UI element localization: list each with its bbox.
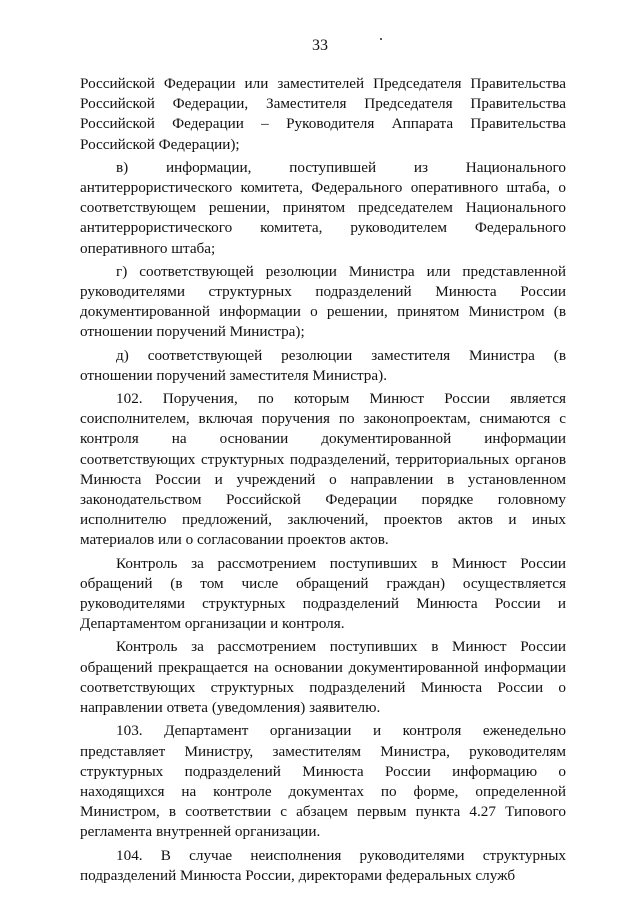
paragraph-item-v: в) информации, поступившей из Национального антитеррористического комитета, Федерального оперативного штаба, о соответствующем решении, принятом председателем Национального антитеррористического комитета, руководителем Федерального оперативного штаба; — [80, 158, 566, 257]
paragraph-control-appeals: Контроль за рассмотрением поступивших в Минюст России обращений (в том числе обращений граждан) осуществляется руководителями структурных подразделений Минюста России и Департаментом организации и контроля. — [80, 554, 566, 633]
paragraph-item-g: г) соответствующей резолюции Министра или представленной руководителями структурных подразделений Минюста России документированной информации о решении, принятом Министром (в отношении поручений Министра); — [80, 262, 566, 341]
page-number: 33 — [312, 37, 328, 54]
paragraph-clause-104: 104. В случае неисполнения руководителями структурных подразделений Минюста России, директорами федеральных служб — [80, 846, 566, 884]
paragraph-continuation: Российской Федерации или заместителей Председателя Правительства Российской Федерации, Заместителя Председателя Правительства Российской Федерации – Руководителя Аппарата Правительства Российской Федерации); — [80, 75, 566, 153]
document-body — [80, 74, 566, 889]
paragraph-clause-102: 102. Поручения, по которым Минюст России является соисполнителем, включая поручения по законопроектам, снимаются с контроля на основании документированной информации соответствующих структурных подразделений, территориальных органов Минюста России и учреждений о направлении в установленном законодательством Российской Федерации порядке головному исполнителю предложений, заключений, проектов актов и иных материалов или о согласовании проектов актов. — [80, 390, 566, 549]
paragraph-control-termination: Контроль за рассмотрением поступивших в Минюст России обращений прекращается на основании документированной информации соответствующих структурных подразделений Минюста России о направлении ответа (уведомления) заявителю. — [80, 638, 566, 717]
scan-speck — [380, 38, 382, 40]
paragraph-item-d: д) соответствующей резолюции заместителя Министра (в отношении поручений заместителя Министра). — [80, 346, 566, 384]
paragraph-clause-103: 103. Департамент организации и контроля еженедельно представляет Министру, заместителям Министра, руководителям структурных подразделений Минюста России информацию о находящихся на контроле документах по форме, определенной Министром, в соответствии с абзацем первым пункта 4.27 Типового регламента внутренней организации. — [80, 722, 566, 841]
